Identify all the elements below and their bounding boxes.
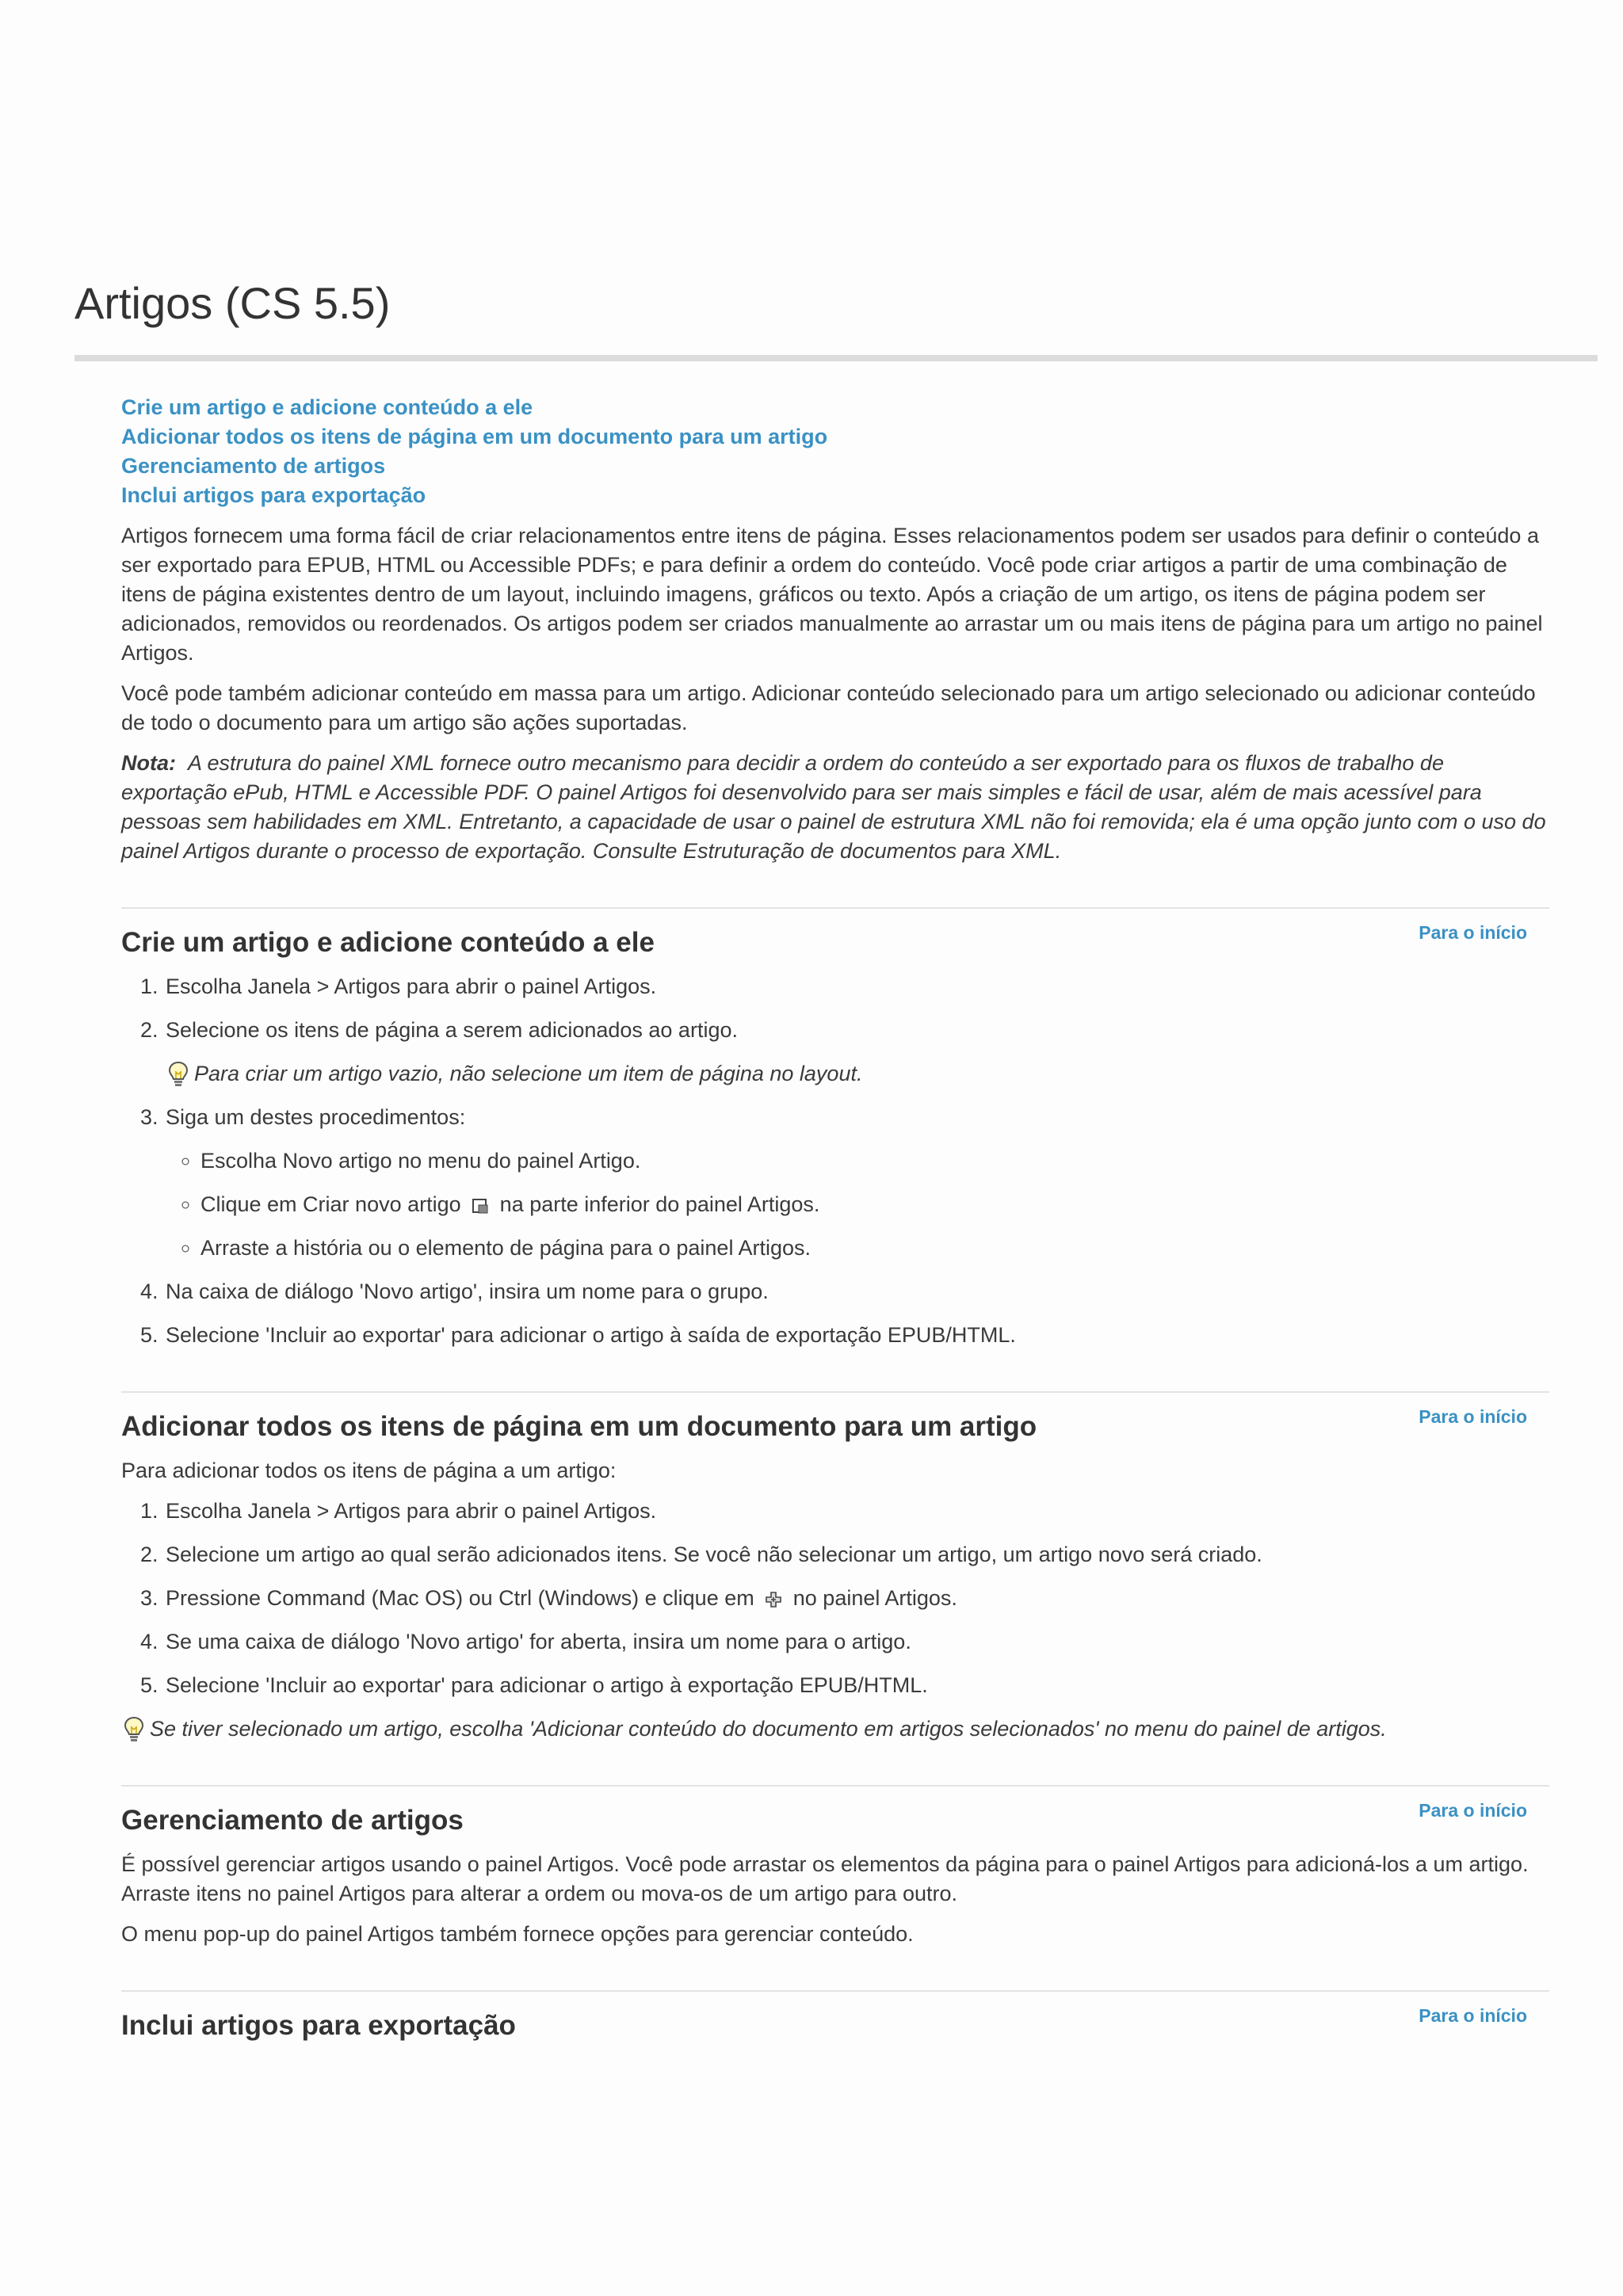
toc-link-manage-articles[interactable]: Gerenciamento de artigos: [121, 454, 386, 478]
back-to-top-link[interactable]: Para o início: [1419, 1800, 1527, 1821]
section-paragraph: É possível gerenciar artigos usando o painel Artigos. Você pode arrastar os elementos da página para o painel Artigos para adicioná-los a um artigo. Arraste itens no painel Artigos para alterar a ordem ou mova-os de um artigo para outro.: [121, 1852, 1529, 1905]
back-to-top-link[interactable]: Para o início: [1419, 2005, 1527, 2026]
section-paragraph: O menu pop-up do painel Artigos também fornece opções para gerenciar conteúdo.: [121, 1922, 914, 1946]
bullet-text: Clique em Criar novo artigo: [200, 1192, 461, 1216]
list-item: 4. Se uma caixa de diálogo 'Novo artigo' for aberta, insira um nome para o artigo.: [164, 1627, 1549, 1657]
section-create-article: [121, 907, 1549, 1350]
tip: [121, 1714, 1549, 1744]
list-item: 2. Selecione um artigo ao qual serão adicionados itens. Se você não selecionar um artigo, um artigo novo será criado.: [164, 1540, 1549, 1569]
article-content: [121, 393, 1549, 2044]
intro-paragraph-2: Você pode também adicionar conteúdo em massa para um artigo. Adicionar conteúdo selecionado para um artigo selecionado ou adicionar conteúdo de todo o documento para um artigo são ações suportadas.: [121, 681, 1536, 734]
step-text: Siga um destes procedimentos:: [166, 1105, 466, 1129]
title-divider: [74, 355, 1598, 361]
intro-paragraph-1: Artigos fornecem uma forma fácil de criar relacionamentos entre itens de página. Esses relacionamentos podem ser usados para definir o conteúdo a ser exportado para EPUB, HTML ou Accessible PDFs; e para definir a ordem do conteúdo. Você pode criar artigos a partir de uma combinação de itens de página existentes dentro de um layout, incluindo imagens, gráficos ou texto. Após a criação de um artigo, os itens de página podem ser adicionados, removidos ou reordenados. Os artigos podem ser criados manualmente ao arrastar um ou mais itens de página para um artigo no painel Artigos.: [121, 524, 1543, 665]
list-item: 4. Na caixa de diálogo 'Novo artigo', insira um nome para o grupo.: [164, 1277, 1549, 1306]
list-item: 5. Selecione 'Incluir ao exportar' para adicionar o artigo à saída de exportação EPUB/HTML.: [164, 1321, 1549, 1350]
back-to-top-link[interactable]: Para o início: [1419, 1406, 1527, 1427]
bullet-text: na parte inferior do painel Artigos.: [499, 1192, 820, 1216]
bullet-list: [166, 1146, 1549, 1263]
step-text: Selecione os itens de página a serem adicionados ao artigo.: [166, 1018, 738, 1042]
note-paragraph: [121, 749, 1549, 866]
list-item: ◦ Arraste a história ou o elemento de página para o painel Artigos.: [200, 1234, 1549, 1263]
toc-link-create-article[interactable]: Crie um artigo e adicione conteúdo a ele: [121, 395, 533, 419]
list-item: 5. Selecione 'Incluir ao exportar' para adicionar o artigo à exportação EPUB/HTML.: [164, 1671, 1549, 1700]
steps-list: [121, 972, 1549, 1350]
lightbulb-icon: [121, 1715, 147, 1744]
list-item: [164, 1103, 1549, 1263]
lightbulb-icon: [166, 1060, 191, 1089]
list-item: [200, 1190, 1549, 1219]
section-manage-articles: [121, 1785, 1549, 1949]
add-content-icon: [765, 1591, 782, 1608]
new-article-icon: [472, 1197, 489, 1215]
note-label: Nota:: [121, 751, 176, 775]
toc-link-add-all-items[interactable]: Adicionar todos os itens de página em um documento para um artigo: [121, 425, 828, 448]
list-item: ◦ Escolha Novo artigo no menu do painel Artigo.: [200, 1146, 1549, 1176]
steps-list: [121, 1497, 1549, 1700]
list-item: 1. Escolha Janela > Artigos para abrir o painel Artigos.: [164, 972, 1549, 1001]
tip-text: Para criar um artigo vazio, não selecione um item de página no layout.: [194, 1062, 863, 1085]
note-text: A estrutura do painel XML fornece outro mecanismo para decidir a ordem do conteúdo a ser exportado para os fluxos de trabalho de exportação ePub, HTML e Accessible PDF. O painel Artigos foi desenvolvido para ser mais simples e fácil de usar, além de mais acessível para pessoas sem habilidades em XML. Entretanto, a capacidade de usar o painel de estrutura XML não foi removida; ela é uma opção junto com o uso do painel Artigos durante o processo de exportação. Consulte Estruturação de documentos para XML.: [121, 751, 1546, 863]
section-heading: Crie um artigo e adicione conteúdo a ele: [121, 927, 655, 958]
section-lead: Para adicionar todos os itens de página a um artigo:: [121, 1459, 617, 1482]
list-item: [164, 1584, 1549, 1613]
section-heading: Gerenciamento de artigos: [121, 1805, 464, 1836]
section-add-all-items: [121, 1391, 1549, 1744]
list-item: 1. Escolha Janela > Artigos para abrir o painel Artigos.: [164, 1497, 1549, 1526]
section-heading: Adicionar todos os itens de página em um documento para um artigo: [121, 1411, 1037, 1442]
table-of-contents: [121, 393, 1549, 510]
page-title: Artigos (CS 5.5): [74, 278, 391, 328]
step-text: Pressione Command (Mac OS) ou Ctrl (Windows) e clique em: [166, 1586, 754, 1610]
toc-link-include-export[interactable]: Inclui artigos para exportação: [121, 483, 426, 507]
tip-text: Se tiver selecionado um artigo, escolha 'Adicionar conteúdo do documento em artigos selecionados' no menu do painel de artigos.: [150, 1717, 1387, 1741]
back-to-top-link[interactable]: Para o início: [1419, 922, 1527, 943]
tip: [166, 1059, 1549, 1089]
step-text: no painel Artigos.: [792, 1586, 957, 1610]
list-item: [164, 1016, 1549, 1089]
section-include-export: [121, 1990, 1549, 2044]
section-heading: Inclui artigos para exportação: [121, 2010, 516, 2041]
